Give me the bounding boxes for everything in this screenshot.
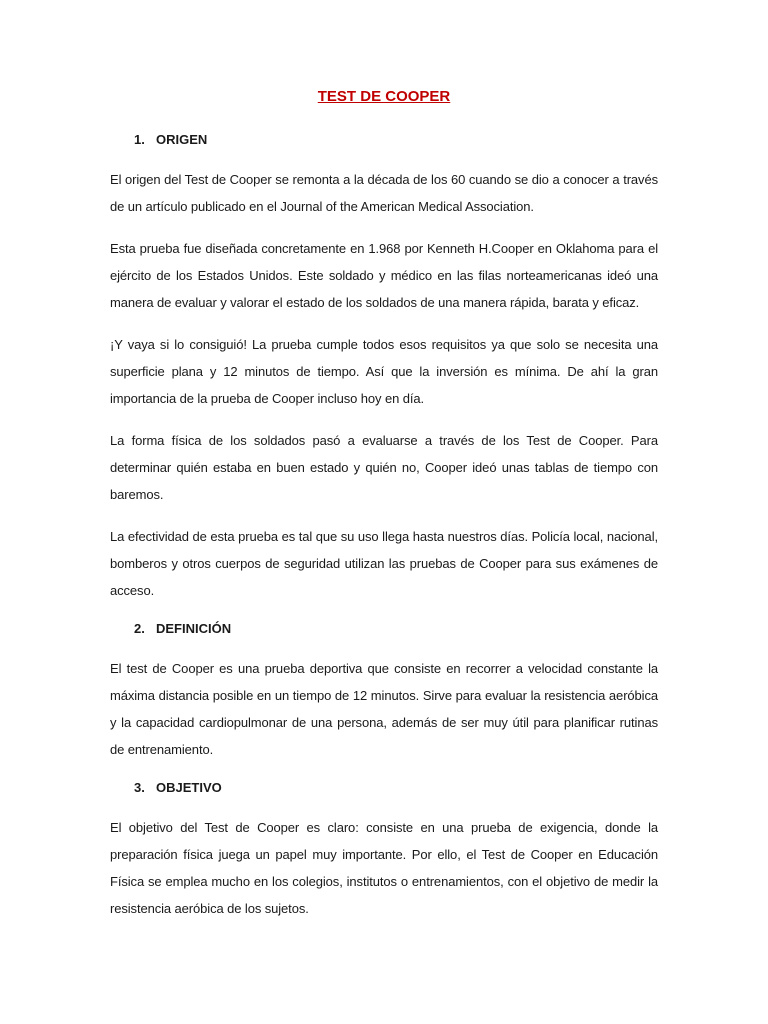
section-objetivo: [110, 778, 658, 922]
section-title: OBJETIVO: [156, 780, 222, 795]
section-title: DEFINICIÓN: [156, 621, 232, 636]
paragraph: El objetivo del Test de Cooper es claro: consiste en una prueba de exigencia, donde la preparación física juega un papel muy importante. Por ello, el Test de Cooper en Educación Física se emplea mucho en los colegios, institutos o entrenamientos, con el objetivo de medir la resistencia aeróbica de los sujetos.: [110, 820, 658, 916]
section-number: 2.: [134, 621, 145, 636]
paragraph: El test de Cooper es una prueba deportiva que consiste en recorrer a velocidad constante la máxima distancia posible en un tiempo de 12 minutos. Sirve para evaluar la resistencia aeróbica y la capacidad cardiopulmonar de una persona, además de ser muy útil para planificar rutinas de entrenamiento.: [110, 661, 658, 757]
paragraph: El origen del Test de Cooper se remonta a la década de los 60 cuando se dio a conocer a través de un artículo publicado en el Journal of the American Medical Association.: [110, 172, 658, 214]
document-page: [110, 86, 658, 937]
paragraph: Esta prueba fue diseñada concretamente en 1.968 por Kenneth H.Cooper en Oklahoma para el ejército de los Estados Unidos. Este soldado y médico en las filas norteamericanas ideó una manera de evaluar y valorar el estado de los soldados de una manera rápida, barata y eficaz.: [110, 241, 658, 310]
section-heading: [134, 130, 658, 150]
paragraph: La efectividad de esta prueba es tal que su uso llega hasta nuestros días. Policía local, nacional, bomberos y otros cuerpos de seguridad utilizan las pruebas de Cooper para sus exámenes de acceso.: [110, 529, 658, 598]
section-origen: [110, 130, 658, 604]
section-title: ORIGEN: [156, 132, 208, 147]
paragraph: ¡Y vaya si lo consiguió! La prueba cumple todos esos requisitos ya que solo se necesita una superficie plana y 12 minutos de tiempo. Así que la inversión es mínima. De ahí la gran importancia de la prueba de Cooper incluso hoy en día.: [110, 337, 658, 406]
paragraph: La forma física de los soldados pasó a evaluarse a través de los Test de Cooper. Para determinar quién estaba en buen estado y quién no, Cooper ideó unas tablas de tiempo con baremos.: [110, 433, 658, 502]
section-number: 3.: [134, 780, 145, 795]
document-title: TEST DE COOPER: [317, 88, 451, 105]
section-heading: [134, 778, 658, 798]
section-definicion: [110, 619, 658, 763]
section-heading: [134, 619, 658, 639]
section-number: 1.: [134, 132, 145, 147]
